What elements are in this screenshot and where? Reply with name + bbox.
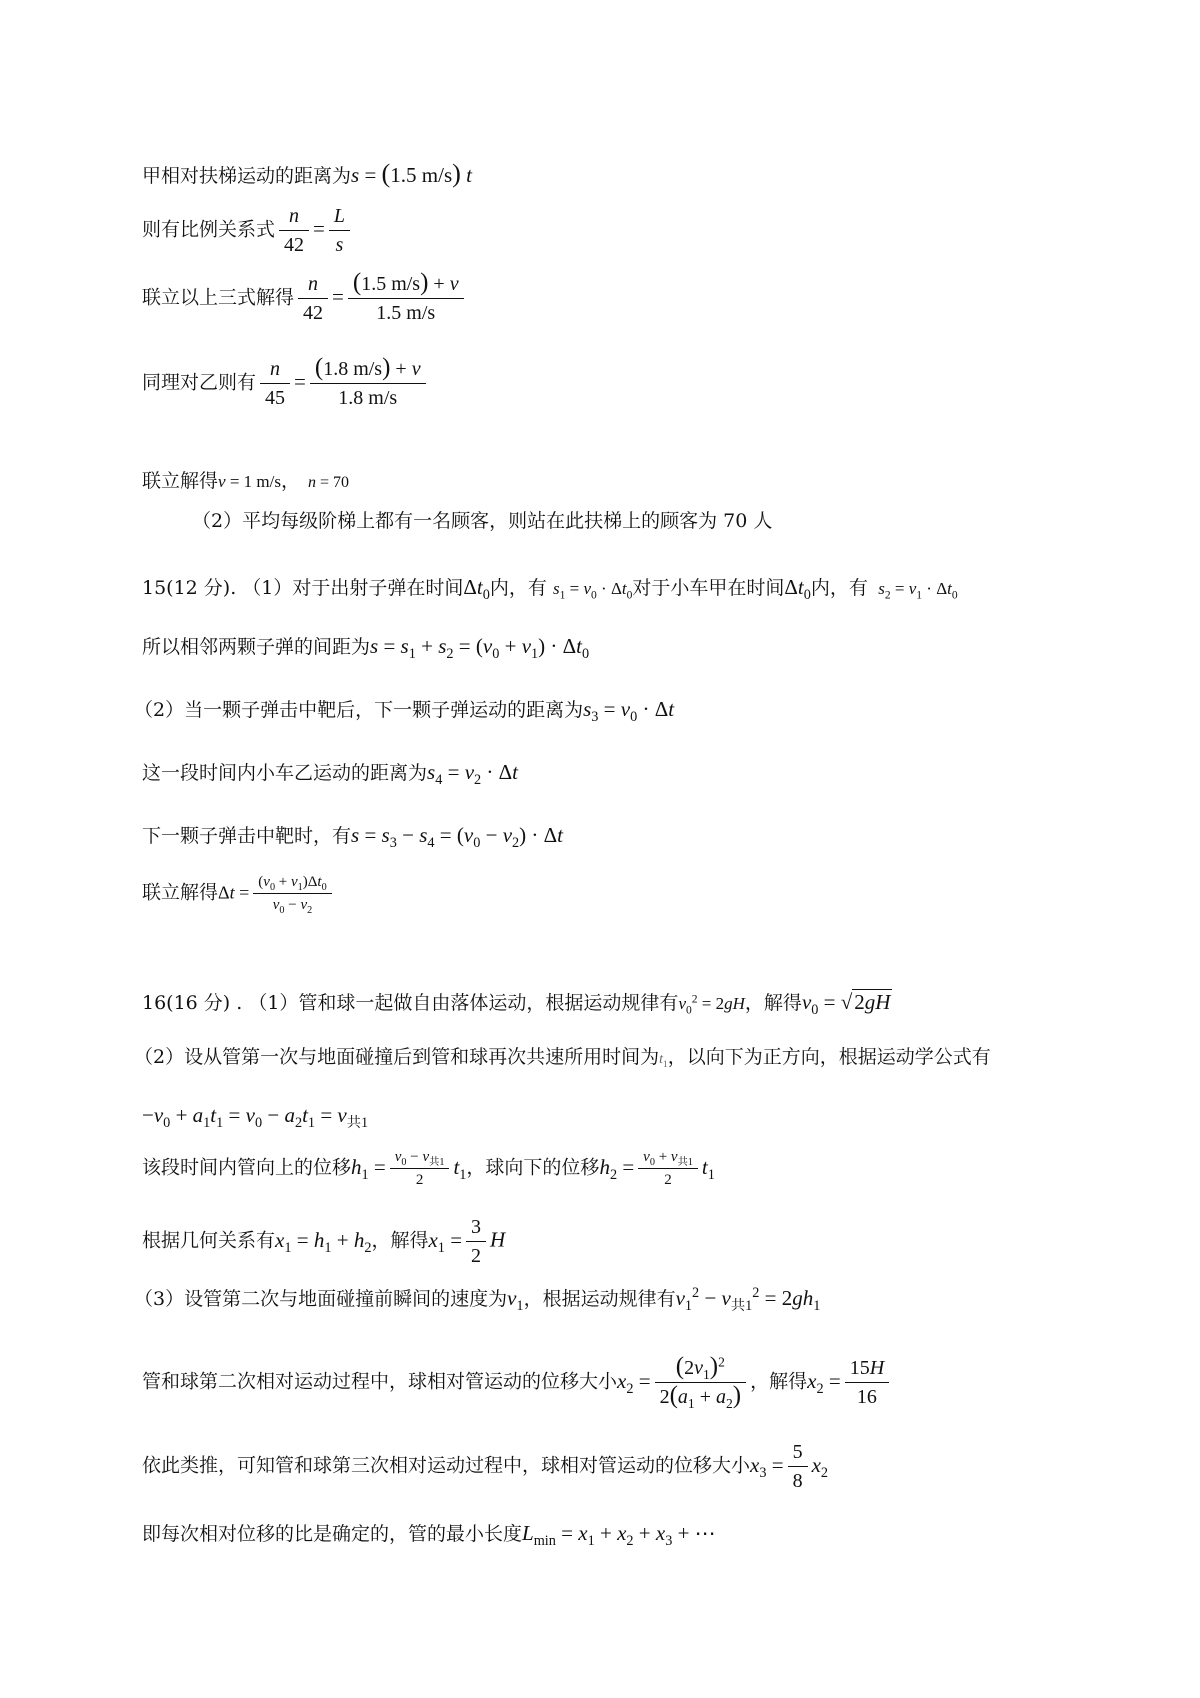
answer-line: 则有比例关系式 $\frac{n}{42}$ = $\frac{L}{s}$ <box>142 204 1160 257</box>
formula-frac: $\frac{n}{45}$ <box>260 357 290 410</box>
formula-frac: $\frac{(v_0 + v_1)\Delta t_0}{v_0 - v_2}$ <box>253 873 331 914</box>
answer-line: 根据几何关系有$x_1 = h_1 + h_2$，解得$x_1$ = $\frac{3}{2}$ H <box>142 1216 506 1267</box>
answer-line: 即每次相对位移的比是确定的，管的最小长度$L_{min} = x_1 + x_2 + x_3$ + ⋯ <box>142 1521 716 1550</box>
formula-frac: $\frac{n}{42}$ <box>298 272 328 325</box>
answer-line: 同理对乙则有 $\frac{n}{45}$ = $\frac{(1.8 m/s) + v}{1.8 m/s}$ <box>142 357 1160 410</box>
formula-frac: $\frac{(1.5 m/s) + v}{1.5 m/s}$ <box>348 272 464 325</box>
answer-line: 下一颗子弹击中靶时，有$s = s_3 - s_4 = (v_0 - v_2) \cdot \Delta t$ <box>142 823 564 852</box>
answer-line: 甲相对扶梯运动的距离为s = (1.5 m/s) t <box>142 159 472 188</box>
formula-s: s = (1.5 m/s) t <box>351 159 472 188</box>
answer-line: 管和球第二次相对运动过程中，球相对管运动的位移大小$x_2$ = $\frac{(2v_1)^2}{2(a_1 + a_2)}$ ，解得$x_2$ = $\frac{15H}{16}$ <box>142 1356 1160 1409</box>
formula-frac: $\frac{L}{s}$ <box>329 204 350 257</box>
answer-line: 16(16 分) . （1）管和球一起做自由落体运动，根据运动规律有$v_0^2 = 2gH$，解得$v_0 = √2gH$ <box>142 990 891 1019</box>
answer-line: （2）设从管第一次与地面碰撞后到管和球再次共速所用时间为$t_1$，以向下为正方向，根据运动学公式有 <box>134 1046 991 1070</box>
formula-frac: $\frac{n}{42}$ <box>279 204 309 257</box>
answer-line: 所以相邻两颗子弹的间距为$s = s_1 + s_2 = (v_0 + v_1) \cdot \Delta t_0$ <box>142 634 590 663</box>
answer-line: 这一段时间内小车乙运动的距离为$s_4 = v_2 \cdot \Delta t$ <box>142 760 518 789</box>
answer-line: （3）设管第二次与地面碰撞前瞬间的速度为$v_1$，根据运动规律有$v_1^2 - v_{共1}^2 = 2gh_1$ <box>134 1285 821 1315</box>
answer-line: 15(12 分). （1）对于出射子弹在时间$\Delta t_0$内，有 $s_1 = v_0 \cdot \Delta t_0$对于小车甲在时间$\Delta t_0$内，有 $s_2 = v_1 \cdot \Delta t_0$ <box>142 575 958 604</box>
answer-line: 依此类推，可知管和球第三次相对运动过程中，球相对管运动的位移大小$x_3$ = $\frac{5}{8}$ $x_2$ <box>142 1441 829 1492</box>
answer-line: 该段时间内管向上的位移$h_1$ = $\frac{v_0 - v_{共1}}{2}$ $t_1$，球向下的位移$h_2$ = $\frac{v_0 + v_{共1}}{2}$ $t_1$ <box>142 1149 715 1188</box>
answer-line: 联立解得v = 1 m/s， n = 70 <box>142 470 350 492</box>
formula-frac: $\frac{v_0 - v_{共1}}{2}$ <box>390 1148 450 1189</box>
formula-frac: $\frac{(2v_1)^2}{2(a_1 + a_2)}$ <box>655 1356 747 1409</box>
formula-frac: $\frac{v_0 + v_{共1}}{2}$ <box>638 1148 698 1189</box>
formula-frac: $\frac{(1.8 m/s) + v}{1.8 m/s}$ <box>310 357 426 410</box>
answer-line: $-v_0 + a_1t_1 = v_0 - a_2t_1 = v_{共1}$ <box>142 1103 369 1132</box>
answer-line: 联立以上三式解得 $\frac{n}{42}$ = $\frac{(1.5 m/s) + v}{1.5 m/s}$ <box>142 272 1160 325</box>
answer-line: （2）平均每级阶梯上都有一名顾客，则站在此扶梯上的顾客为 70 人 <box>192 510 773 532</box>
formula-frac: $\frac{5}{8}$ <box>788 1440 808 1493</box>
formula-frac: $\frac{15H}{16}$ <box>845 1356 889 1409</box>
answer-line: 联立解得Δt = $\frac{(v_0 + v_1)\Delta t_0}{v_0 - v_2}$ <box>142 873 1160 914</box>
answer-line: （2）当一颗子弹击中靶后，下一颗子弹运动的距离为$s_3 = v_0 \cdot \Delta t$ <box>134 697 675 726</box>
formula-frac: $\frac{3}{2}$ <box>466 1215 486 1268</box>
